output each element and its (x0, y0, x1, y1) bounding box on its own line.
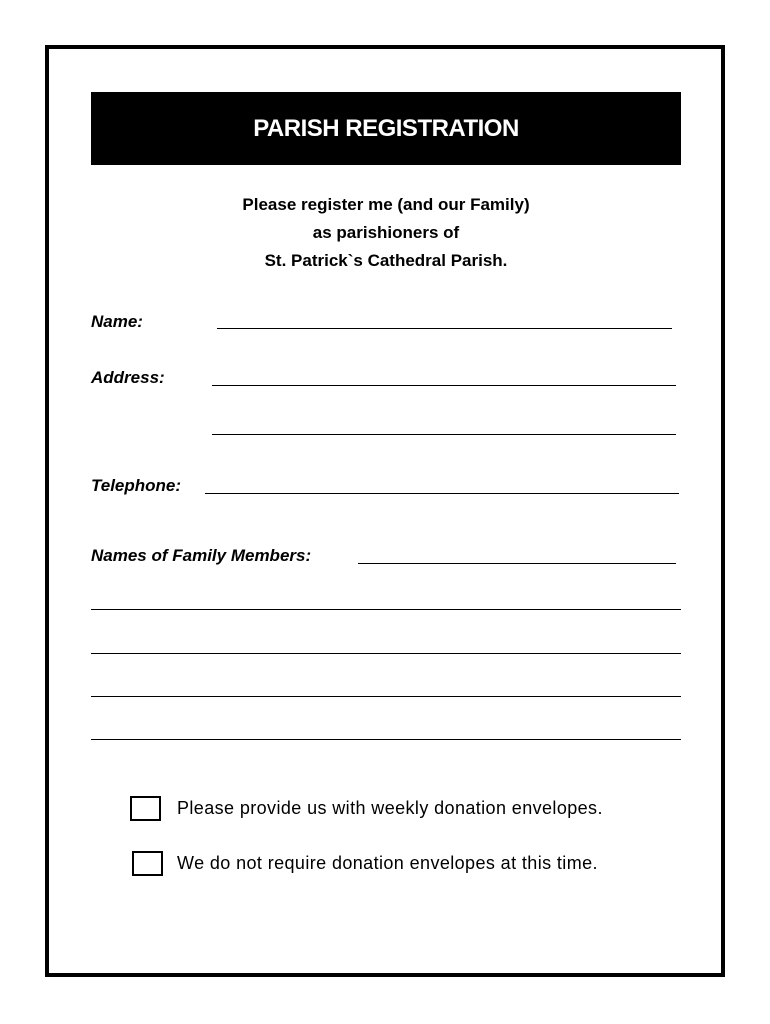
family-members-field-line-5[interactable] (91, 739, 681, 740)
intro-line-3: St. Patrick`s Cathedral Parish. (264, 251, 508, 270)
family-members-field-line-3[interactable] (91, 653, 681, 654)
intro-line-1: Please register me (and our Family) (242, 195, 530, 214)
telephone-label: Telephone: (91, 476, 182, 495)
family-members-field-line-4[interactable] (91, 696, 681, 697)
no-envelopes-checkbox[interactable] (132, 851, 163, 876)
name-label: Name: (91, 312, 143, 331)
family-members-field-line-2[interactable] (91, 609, 681, 610)
option-weekly-envelopes[interactable] (130, 796, 603, 821)
form-title: PARISH REGISTRATION (253, 114, 519, 142)
family-members-field-line-1[interactable] (358, 563, 676, 564)
intro-text (91, 191, 681, 275)
address-field-line-1[interactable] (212, 385, 676, 386)
weekly-envelopes-label: Please provide us with weekly donation envelopes. (177, 798, 603, 818)
no-envelopes-label: We do not require donation envelopes at this time. (177, 853, 598, 873)
address-label: Address: (91, 368, 165, 387)
address-field-line-2[interactable] (212, 434, 676, 435)
option-no-envelopes[interactable] (130, 851, 598, 876)
form-border (45, 45, 725, 977)
family-members-label: Names of Family Members: (91, 546, 312, 565)
intro-line-2: as parishioners of (312, 223, 460, 242)
weekly-envelopes-checkbox[interactable] (130, 796, 161, 821)
telephone-field[interactable] (205, 493, 679, 494)
name-field[interactable] (217, 328, 672, 329)
title-banner (91, 92, 681, 165)
